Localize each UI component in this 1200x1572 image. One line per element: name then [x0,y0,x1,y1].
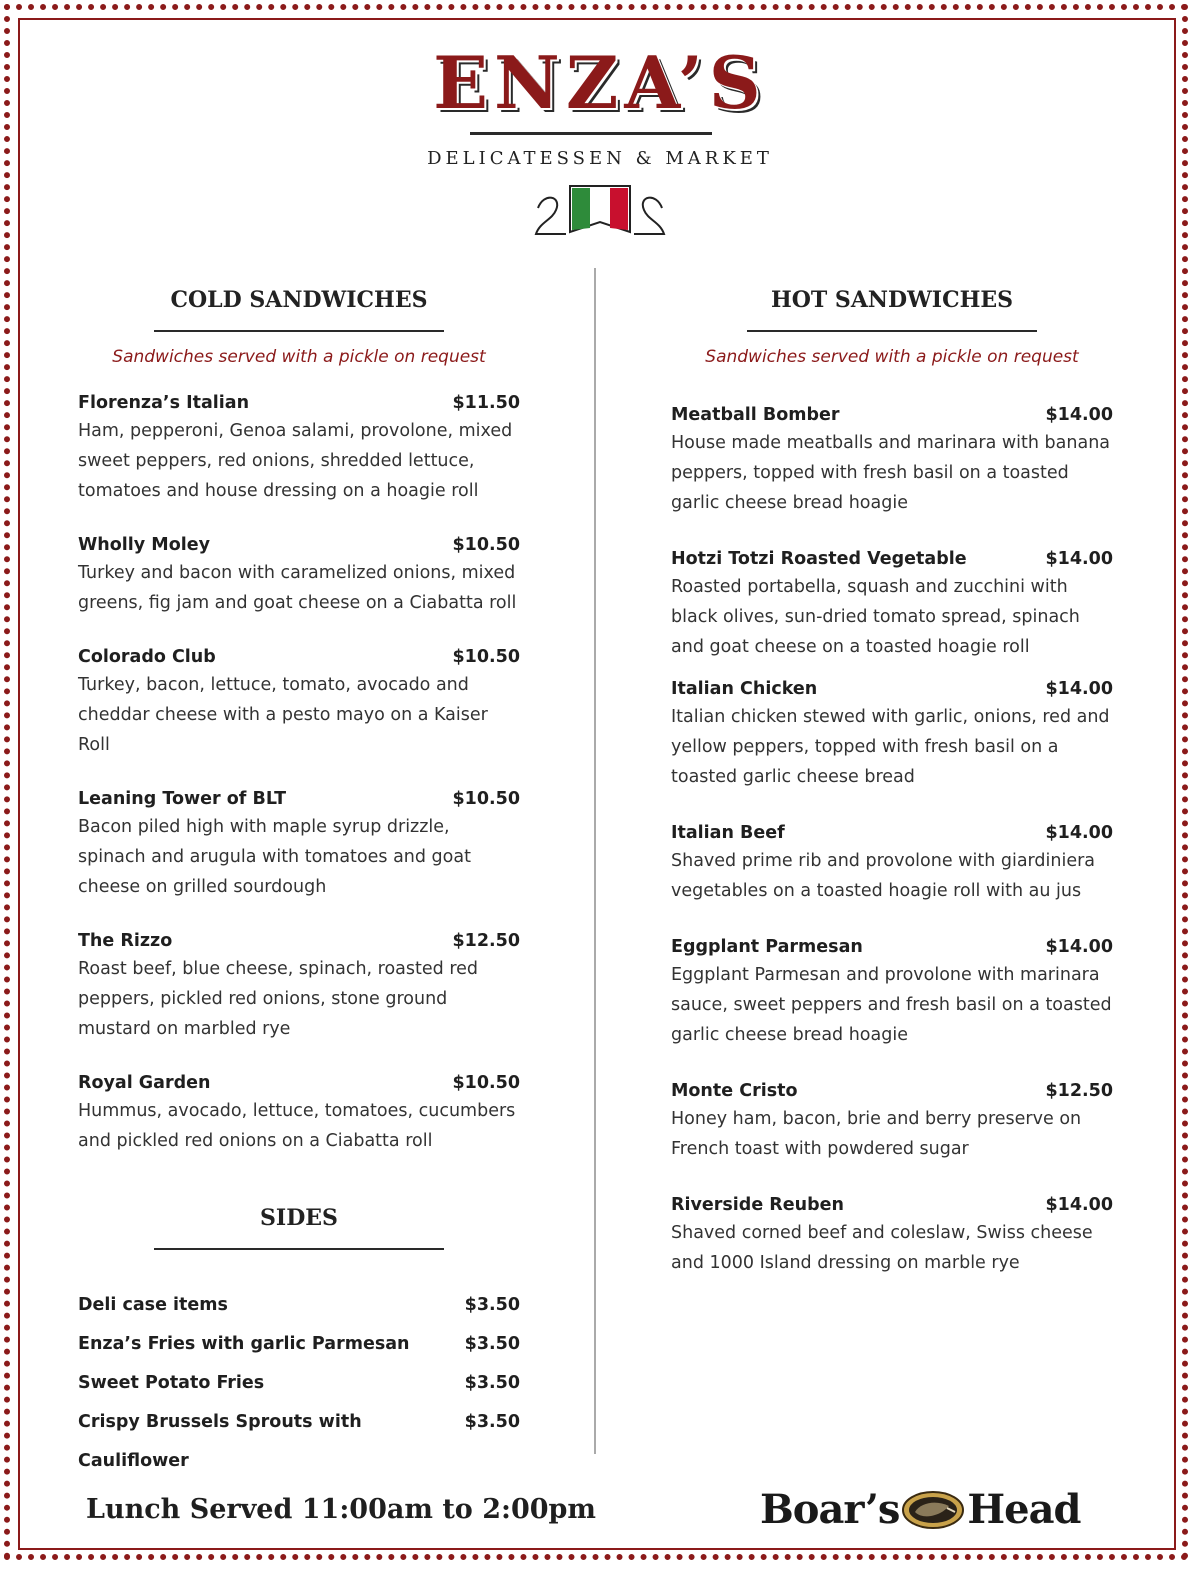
hot-sandwiches-section [671,280,1113,1278]
item-name: Leaning Tower of BLT [78,789,287,809]
item-name: Royal Garden [78,1073,211,1093]
item-description: Ham, pepperoni, Genoa salami, provolone, mixed sweet peppers, red onions, shredded lettuce, tomatoes and house dressing on a hoagie roll [78,421,513,501]
section-title: COLD SANDWICHES [170,287,428,313]
menu-item [78,390,520,506]
brand-logo-title: ENZA’S [433,40,767,125]
menu-item [78,928,520,1044]
item-price: $11.50 [452,393,520,413]
list-item [78,1286,520,1325]
column-divider [594,268,596,1454]
item-price: $14.00 [1045,549,1113,569]
item-description: Shaved corned beef and coleslaw, Swiss cheese and 1000 Island dressing on marble rye [671,1223,1093,1273]
item-price: $3.50 [464,1295,520,1315]
item-name: Florenza’s Italian [78,393,250,413]
item-description: Honey ham, bacon, brie and berry preserve on French toast with powdered sugar [671,1109,1082,1159]
item-name: Italian Beef [671,823,785,843]
item-price: $14.00 [1045,405,1113,425]
partner-logo-left: Boar’s [760,1486,900,1533]
sides-section [78,1198,520,1481]
menu-item [671,934,1113,1050]
logo-rule [470,132,712,135]
partner-logo-right: Head [967,1486,1081,1533]
item-price: $3.50 [464,1373,520,1393]
menu-item [78,1070,520,1156]
item-name: The Rizzo [78,931,173,951]
item-price: $12.50 [1045,1081,1113,1101]
section-note: Sandwiches served with a pickle on request [705,347,1079,367]
item-price: $10.50 [452,647,520,667]
item-name: Eggplant Parmesan [671,937,863,957]
menu-item [78,644,520,760]
item-name: Riverside Reuben [671,1195,844,1215]
item-description: Turkey and bacon with caramelized onions, mixed greens, fig jam and goat cheese on a Ciabatta roll [78,563,517,613]
item-name: Hotzi Totzi Roasted Vegetable [671,549,967,569]
cold-sandwiches-section [78,280,520,1156]
item-description: Turkey, bacon, lettuce, tomato, avocado and cheddar cheese with a pesto mayo on a Kaiser Roll [78,675,488,755]
item-name: Meatball Bomber [671,405,840,425]
item-price: $10.50 [452,789,520,809]
item-price: $3.50 [464,1412,520,1432]
section-rule [747,330,1037,332]
item-price: $14.00 [1045,823,1113,843]
menu-item [671,546,1113,662]
item-description: Hummus, avocado, lettuce, tomatoes, cucumbers and pickled red onions on a Ciabatta roll [78,1101,516,1151]
item-description: Roasted portabella, squash and zucchini with black olives, sun-dried tomato spread, spinach and goat cheese on a toasted hoagie roll [671,577,1080,657]
item-name: Sweet Potato Fries [78,1373,265,1393]
menu-item [671,820,1113,906]
item-description: Italian chicken stewed with garlic, onions, red and yellow peppers, topped with fresh basil on a toasted garlic cheese bread [671,707,1110,787]
item-price: $10.50 [452,535,520,555]
item-price: $10.50 [452,1073,520,1093]
item-name: Italian Chicken [671,679,818,699]
item-description: House made meatballs and marinara with banana peppers, topped with fresh basil on a toasted garlic cheese bread hoagie [671,433,1111,513]
item-price: $14.00 [1045,1195,1113,1215]
section-note: Sandwiches served with a pickle on request [112,347,486,367]
menu-item [671,1078,1113,1164]
list-item [78,1403,520,1481]
item-description: Bacon piled high with maple syrup drizzle, spinach and arugula with tomatoes and goat cheese on grilled sourdough [78,817,471,897]
item-price: $12.50 [452,931,520,951]
item-name: Deli case items [78,1295,228,1315]
menu-item [671,676,1113,792]
brand-tagline: DELICATESSEN & MARKET [427,148,773,169]
list-item [78,1364,520,1403]
sides-list [78,1286,520,1481]
section-title: HOT SANDWICHES [770,287,1014,313]
item-name: Colorado Club [78,647,216,667]
menu-item [78,786,520,902]
section-rule [154,1248,444,1250]
item-name: Crispy Brussels Sprouts with Cauliflower [78,1412,362,1471]
boars-head-logo [760,1486,1081,1533]
list-item [78,1325,520,1364]
item-name: Wholly Moley [78,535,210,555]
item-description: Roast beef, blue cheese, spinach, roasted red peppers, pickled red onions, stone ground mustard on marbled rye [78,959,479,1039]
menu-item [671,1192,1113,1278]
item-price: $14.00 [1045,937,1113,957]
item-price: $14.00 [1045,679,1113,699]
section-title: SIDES [260,1205,338,1231]
menu-item [671,402,1113,518]
item-name: Monte Cristo [671,1081,798,1101]
italian-flag-ornament-icon [530,182,670,238]
lunch-hours: Lunch Served 11:00am to 2:00pm [86,1494,596,1525]
boar-emblem-icon [901,1490,965,1530]
item-name: Enza’s Fries with garlic Parmesan [78,1334,410,1354]
item-price: $3.50 [464,1334,520,1354]
item-description: Eggplant Parmesan and provolone with marinara sauce, sweet peppers and fresh basil on a toasted garlic cheese bread hoagie [671,965,1112,1045]
item-description: Shaved prime rib and provolone with giardiniera vegetables on a toasted hoagie roll with au jus [671,851,1096,901]
menu-item [78,532,520,618]
section-rule [154,330,444,332]
